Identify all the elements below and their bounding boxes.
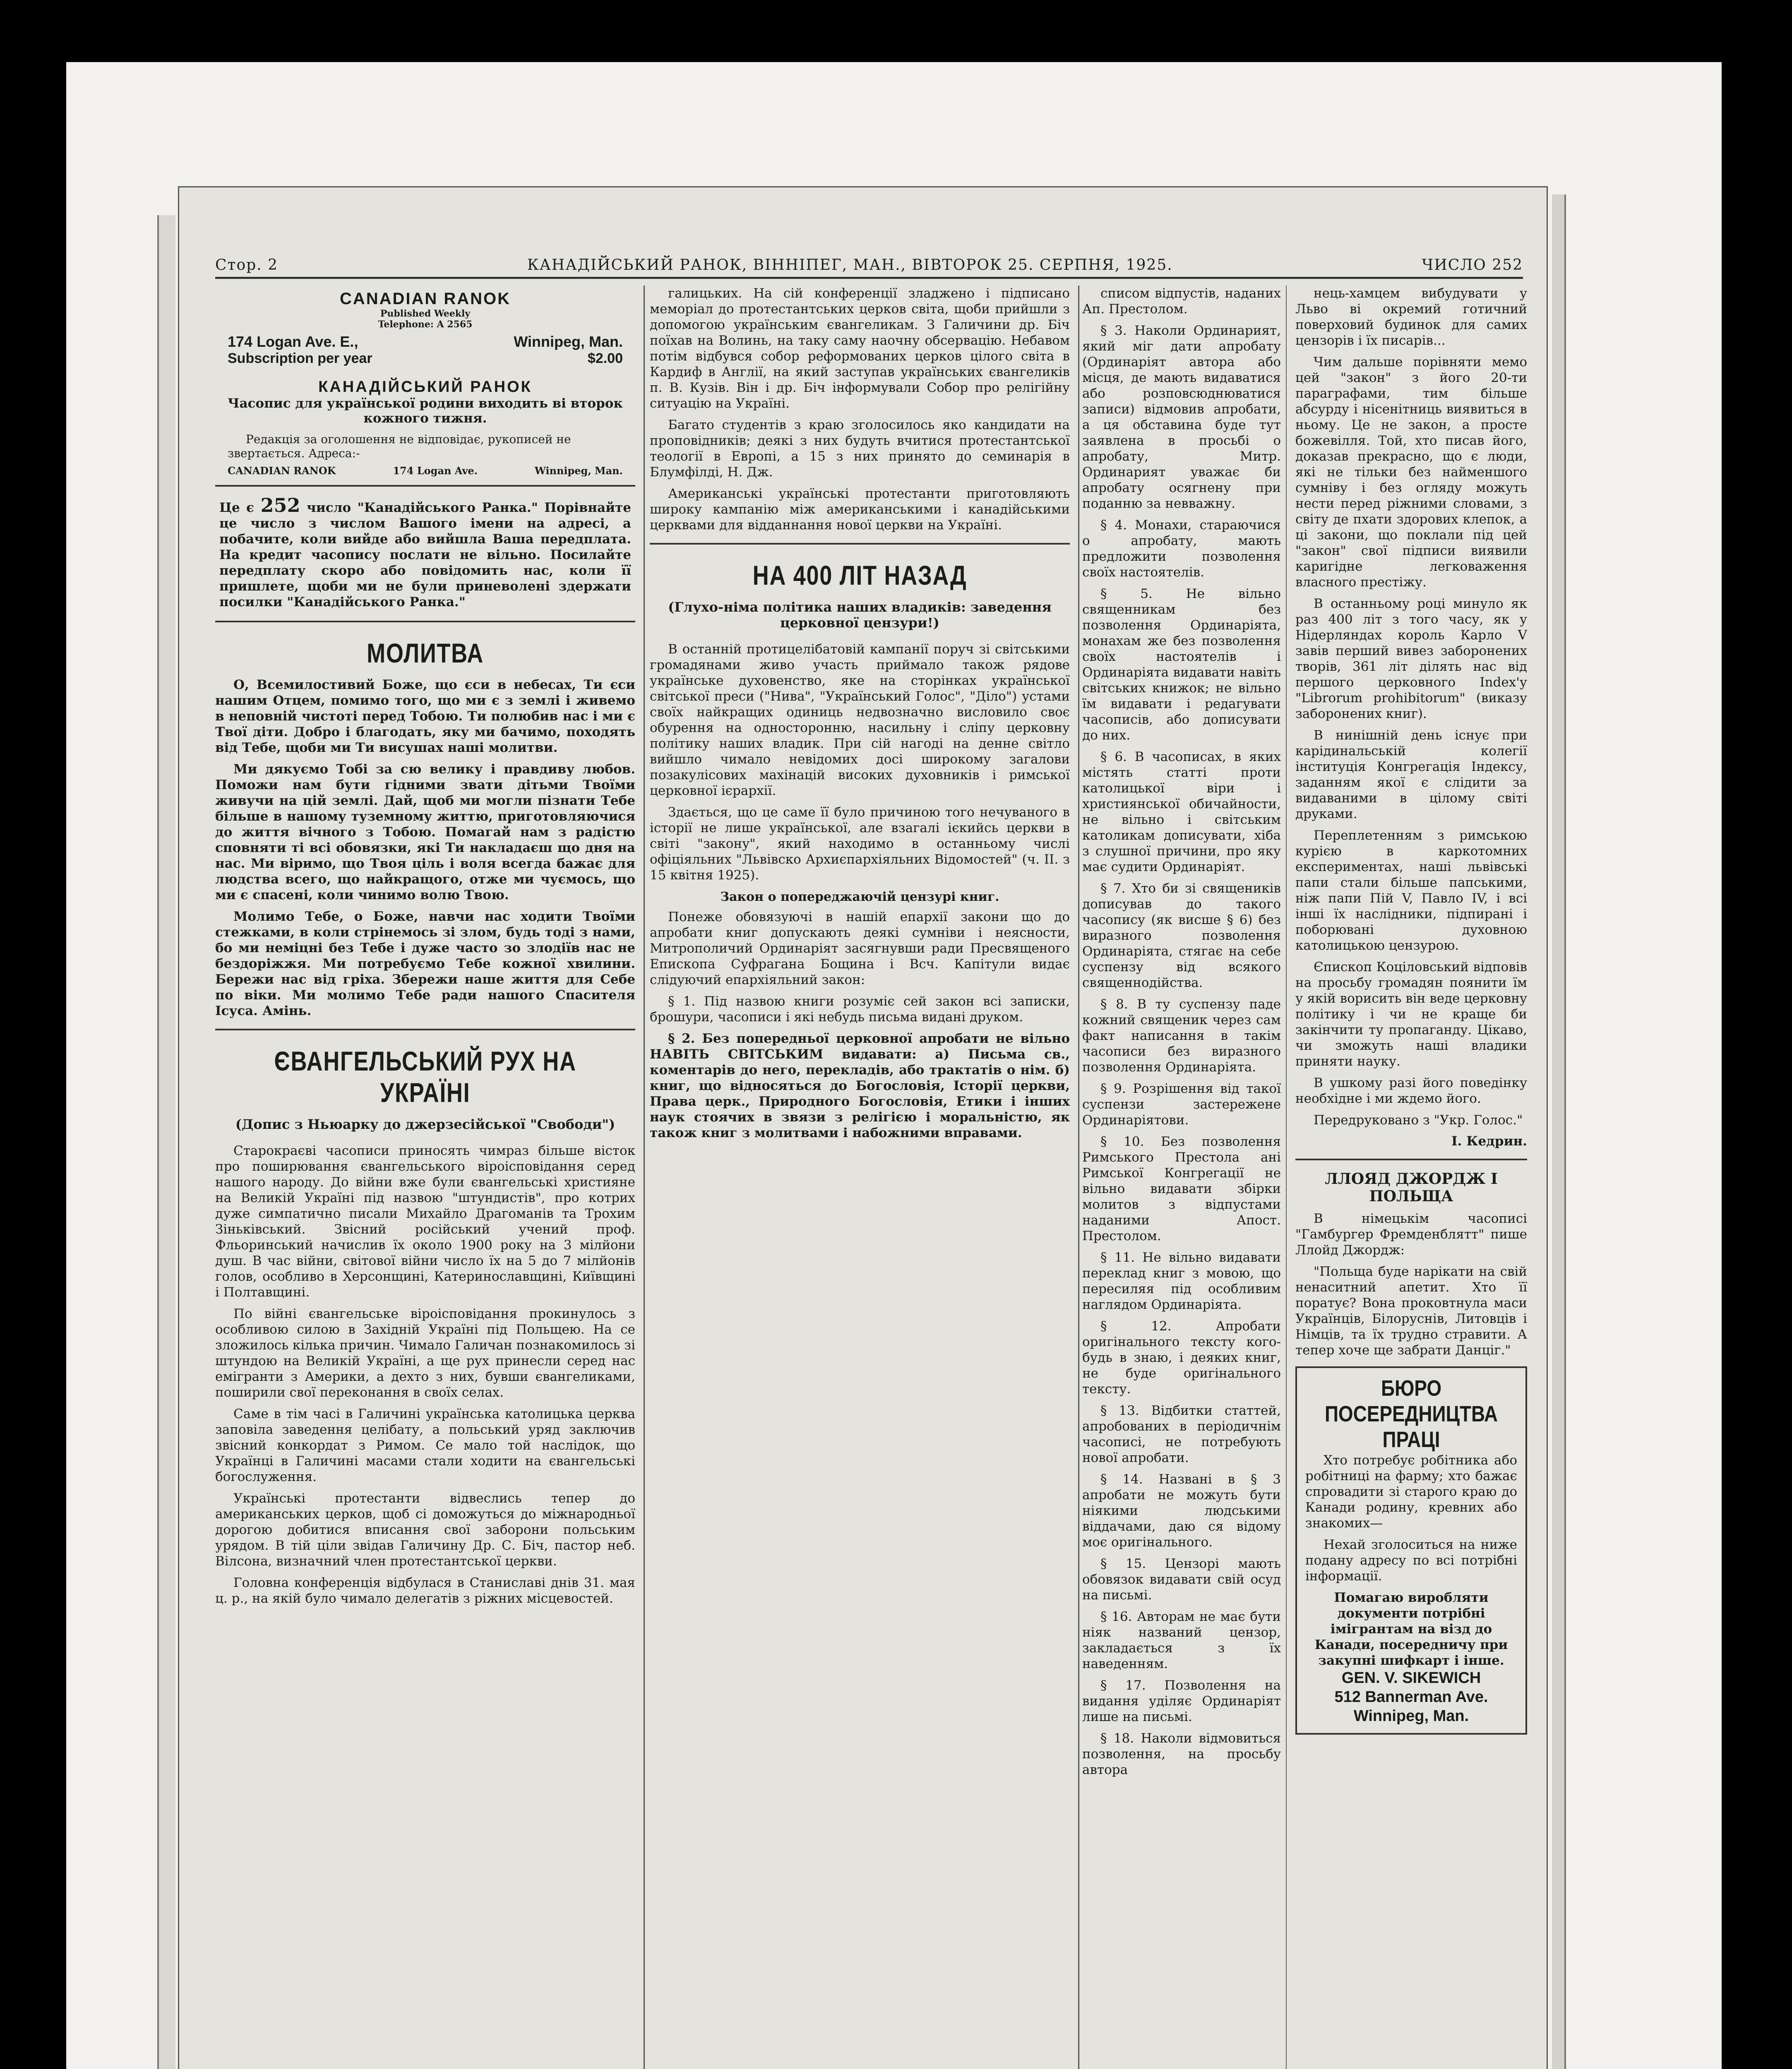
article-paragraph: В останній протицелібатовій кампанії поруч зі світськими громадянами живо участь приймало також рядове українське духовенство, яке на сторінках української світської преси ("Нива", "Український Голос", "Діло") устами своїх найкращих одиниць недвозначно висловило своє обурення на односторонню, насильну і сліпу церковну політику наших владик. При сій нагоді на денне світло вийшло чимало невідомих досі широкому загалови позакулісових махінацій високих духовників і римської церковної ієрархії. (650, 642, 1070, 798)
notice-number: 252 (260, 494, 300, 516)
subscription-row (228, 350, 623, 367)
article-paragraph: Багато студентів з краю зголосилось яко кандидати на проповідників; деякі з них будуть вчитися протестантської теології в Европі, а 15 з них принято до семинарія в Блумфілді, Н. Дж. (650, 418, 1070, 480)
lloyd-title: ЛЛОЯД ДЖОРДЖ І ПОЛЬЩА (1325, 1170, 1498, 1205)
law-paragraph: § 4. Монахи, стараючися о апробату, мають предложити позволення своїх настоятелів. (1082, 518, 1281, 580)
law-paragraph: § 9. Розрішення від такої суспензи застережене Ординаріятови. (1082, 1081, 1281, 1128)
law-paragraph: списом відпустів, наданих Ап. Престолом. (1082, 286, 1281, 317)
running-head (215, 257, 1523, 279)
column-4 (1295, 286, 1527, 2069)
divider (215, 1029, 635, 1030)
article-paragraph: Єпископ Коціловський відповів на просьбу громадян поянити їм у якій ворисить він веде церковну політику і чи не краще би закінчити ту пропаганду. Цікаво, чи зможуть наші владики приняти науку. (1295, 960, 1527, 1069)
law-paragraph: § 14. Названі в § 3 апробати не можуть бути ніякими людськими віддачами, даю ся відому моє оригінального. (1082, 1472, 1281, 1550)
publisher-address: 174 Logan Ave. E., (228, 333, 358, 350)
prayer-paragraph: Молимо Тебе, о Боже, навчи нас ходити Твоїми стежками, в коли стрінемось зі злом, будь тоді з нами, бо ми неміцні без Тебе і дуже часто зо злодіїв нас не бездоріжжя. Ми потребуємо Тебе кожної хвилини. Бережи нас від гріха. Збережи наше життя для Себе по віки. Ми молимо Тебе ради нашого Спасителя Ісуса. Амінь. (215, 909, 635, 1018)
ad-title: БЮРО ПОСЕРЕДНИЦТВА ПРАЦІ (1324, 1376, 1498, 1452)
law-paragraph: § 16. Авторам не має бути ніяк названий цензор, закладається з їх наведенням. (1082, 1609, 1281, 1671)
law-paragraph: § 17. Позволення на видання уділяє Ординаріят лише на письмі. (1082, 1678, 1281, 1724)
law-paragraph: § 18. Наколи відмовиться позволення, на просьбу автора (1082, 1731, 1281, 1777)
published-weekly: Published Weekly (380, 308, 471, 319)
evangelical-title: ЄВАНГЕЛЬСЬКИЙ РУХ НА УКРАЇНІ (274, 1046, 577, 1108)
prayer-paragraph: О, Всемилостивий Боже, що єси в небесах, Ти єси нашим Отцем, помимо того, що ми є з землі і живемо в неповній чистоті перед Тобою. Ти полюбив нас і ми є Твої діти. Добро і благодать, яку ми бачимо, походять від Тебе, щоби ми Ти висушах наші молитви. (215, 677, 635, 755)
history-subtitle: (Глухо-німа політика наших владиків: заведення церковної цензури!) (668, 599, 1052, 631)
law-paragraph: § 3. Наколи Ординарият, який міг дати апробату (Ординаріят автора або місця, де мають видаватися або розповсюднюватися записи) відмовив апробати, а ця обставина буде тут заявлена в просьбі о апробату, Митр. Ординарият уважає би апробату осягнену при поданню за невважну. (1082, 323, 1281, 511)
addr-street: 174 Logan Ave. (393, 465, 478, 477)
paper-line: КАНАДІЙСЬКИЙ РАНОК, ВІННІПЕГ, МАН., ВІВТОРОК 25. СЕРПНЯ, 1925. (527, 257, 1173, 274)
notice-lead: Це є (219, 500, 255, 515)
law-paragraph: § 15. Цензорі мають обовязок видавати свій осуд на письмі. (1082, 1556, 1281, 1603)
telephone: Telephone: A 2565 (378, 319, 473, 330)
address-row (228, 333, 623, 350)
law-paragraph: § 13. Відбитки статтей, апробованих в періодичнім часописі, не потребують нової апробати. (1082, 1403, 1281, 1465)
law-paragraph: § 5. Не вільно священникам без позволення Ординаріята, монахам же без позволення своїх настоятелів і Ординаріята видавати навіть світських книжок; не вільно їм видавати і редагувати часописів, або дописувати до них. (1082, 586, 1281, 743)
article-paragraph: Американські українські протестанти приготовляють широку кампанію між американськими і канадійськими церквами для відданнання нової церкви на Україні. (650, 486, 1070, 533)
publisher-box (215, 286, 635, 487)
ad-paragraph: Хто потребує робітника або робітниці на фарму; хто бажає спровадити зі старого краю до Канади родину, кревних або знакомих— (1305, 1453, 1517, 1531)
publisher-city: Winnipeg, Man. (514, 333, 623, 350)
ad-paragraph: Нехай зголоситься на ниже подану адресу по всі потрібні інформації. (1305, 1537, 1517, 1584)
author-signature: І. Кедрин. (1451, 1134, 1527, 1149)
article-paragraph: Понеже обовязуючі в нашій епархії закони що до апробати книг допускають деякі сумніви і неясности, Митрополичий Ординаріят засягнувши ради Пресвященого Епископа Суфрагана Бощина і Всч. Капітули видає слідуючий епархіяльний закон: (650, 910, 1070, 987)
law-paragraph: § 8. В ту суспензу паде кожний священик через сам факт написання в такім часописи без виразного позволення Ординаріята. (1082, 997, 1281, 1075)
article-paragraph: Саме в тім часі в Галичині українська католицька церква заповіла заведення целібату, а польський уряд заключив звісний конкордат з Римом. Се мало той наслідок, що Українці в Галичині масами стали ходити на євангельські богослуження. (215, 1407, 635, 1484)
reprint-note: Передруковано з "Укр. Голос." (1314, 1113, 1523, 1128)
history-title: НА 400 ЛІТ НАЗАД (752, 560, 967, 590)
subscription-notice (215, 487, 635, 622)
article-paragraph: В останньому році минуло як раз 400 літ з того часу, як у Нідерляндах король Карло V завів перший вивез заборонених творів, 361 літ ділять нас від першого церковного Index'у "Librorum prohibitorum" (виказу заборонених книг). (1295, 596, 1527, 721)
mailing-address (228, 465, 623, 477)
ad-bold-text: Помагаю виробляти документи потрібні імігрантам на візд до Канади, посередничу при закупні шифкарт і інше. (1314, 1590, 1508, 1668)
publisher-title-en: CANADIAN RANOK (339, 290, 511, 308)
column-3 (1082, 286, 1287, 2069)
editorial-note: Редакція за оголошення не відповідає, рукописей не звертається. Адреса:- (228, 432, 571, 460)
article-paragraph: Українські протестанти відвеслись тепер до американських церков, щоб сі доможуться до міжнародньої дорогою добитися вписання свої заборони польським урядом. В тій ціли звідав Галичину Др. С. Біч, пастор неб. Вілсона, визначний член протестантської церкви. (215, 1491, 635, 1569)
ad-street: 512 Bannerman Ave. (1334, 1688, 1488, 1706)
article-paragraph: галицьких. На сій конференції зладжено і підписано меморіал до протестантських церков світа, щоби прийшли з допомогою українським євангеликам. З Галичини др. Біч поїхав на Волинь, на таку саму наочну обсервацію. Небавом потім відбувся собор реформованих церков цілого світа в Кардиф в Англії, на який заступав українських євангеликів п. В. Кузів. Він і др. Біч інформували Собор про релігійну ситуацію на Україні. (650, 286, 1070, 411)
ad-name: GEN. V. SIKEWICH (1341, 1669, 1481, 1687)
page-right-edge (1552, 194, 1566, 2069)
evangelical-subtitle: (Допис з Ньюарку до джерзесійської "Свободи") (235, 1116, 615, 1132)
article-paragraph: § 1. Під назвою книги розуміє сей закон всі записки, брошури, часописи і які небудь письма видані друком. (650, 994, 1070, 1025)
article-paragraph: В нинішній день існує при карідинальській колегії інституція Конгрегація Індексу, заданням якої є слідити за видаваними в цілому світі друками. (1295, 728, 1527, 821)
subscription-price: $2.00 (587, 350, 623, 366)
article-paragraph: "Польща буде нарікати на свій ненаситний апетит. Хто її поратує? Вона проковтнула маси Українців, Білоруснів, Литовців і Німців, та їх трудно стравити. А тепер хоче ще забрати Данціг." (1295, 1264, 1527, 1358)
notice-text: число "Канадійського Ранка." Порівнайте це число з числом Вашого імени на адресі, а побачите, коли вийде або вийшла Ваша передплата. На кредит часопису послати не вільно. Посилайте передплату скоро або повідомить нас, коли її пришлете, щоби ми не були приневолені здержати посилки "Канадійського Ранка." (219, 500, 631, 610)
subscription-label: Subscription per year (228, 350, 372, 366)
addr-city: Winnipeg, Man. (534, 465, 623, 477)
ad-city: Winnipeg, Man. (1353, 1707, 1469, 1725)
divider (650, 543, 1070, 545)
law-paragraph: § 7. Хто би зі священиків дописував до такого часопису (як висше § 6) без виразного позволення Ординаріята, стягає на себе суспензу від всякого священнодійства. (1082, 881, 1281, 990)
article-paragraph: Старокраєві часописи приносять чимраз більше вісток про поширювання євангельського віроісповідання серед нашого народу. До війни вже були євангельські християне на Великій Україні під назвою "штундистів", про котрих дуже симпатично писали Михайло Драгоманів та Трохим Зіньківський. Звісний російський учений проф. Фльоринський начислив їх около 1900 року на 3 мілйони душ. В час війни, світової війни число їх на 5 до 7 мілйонів голов, особливо в Херсонщині, Катеринославщині, Київщині і Полтавщині. (215, 1143, 635, 1300)
law-paragraph: § 12. Апробати оригінального тексту кого-будь в знаю, і деяких книг, не буде оригінального тексту. (1082, 1319, 1281, 1397)
publisher-description: Часопис для української родини виходить ві второк кожного тижня. (228, 396, 623, 426)
divider (1295, 1159, 1527, 1160)
job-bureau-ad (1295, 1366, 1527, 1735)
issue-label: ЧИСЛО 252 (1422, 257, 1523, 274)
column-2 (650, 286, 1079, 2069)
article-paragraph: Головна конференція відбулася в Станиславі днів 31. мая ц. р., на якій було чимало делегатів з ріжних місцевостей. (215, 1575, 635, 1606)
publisher-title-uk: КАНАДІЙСЬКИЙ РАНОК (318, 378, 532, 396)
newspaper-page (178, 186, 1548, 2069)
article-paragraph: В ушкому разі його поведінку необхідне і ми ждемо його. (1295, 1075, 1527, 1106)
page-label: Стор. 2 (215, 257, 278, 274)
article-paragraph: § 2. Без попередньої церковної апробати не вільно НАВІТЬ СВІТСЬКИМ видавати: а) Письма св., коментарів до него, перекладів, або трактатів о нім. б) книг, що відносяться до Богословія, Історії церкви, Права церк., Природного Богословія, Етики і інших наук стоячих в звязи з релігією і моральністю, як також книг з молитвами і набожними вправами. (650, 1031, 1070, 1140)
article-paragraph: Переплетенням з римською курією в каркотомних експериментах, наші львівські папи стали більше папськими, ніж папи Пій V, Павло IV, і всі інші їх наслідники, підпирані і поборювані духовною католицькою цензурою. (1295, 828, 1527, 953)
law-heading: Закон о попереджаючій цензурі книг. (720, 890, 999, 904)
article-paragraph: По війні євангельське віроісповідання прокинулось з особливою силою в Західній Україні під Польщею. На се зложилось кілька причин. Чимало Галичан познакомилось зі штундою на Великій Україні, а ще рух принесли серед нас емігранти з Америки, а дехто з них, бувши євангеликами, поширили свої переконання в своїх селах. (215, 1306, 635, 1400)
prayer-paragraph: Ми дякуємо Тобі за сю велику і правдиву любов. Поможи нам бути гідними звати дітьми Твоїми живучи на цій землі. Дай, щоб ми могли пізнати Тебе більше в нашому туземному життю, приготовляючися до життя вічного з Тобою. Помагай нам з радістю сповняти ті всі обовязки, які Ти накладаєш що дня на нас. Ми віримо, що Твоя ціль і воля всегда бажає для людства всего, що найкращого, отже ми чуємось, що ми є спасені, коли чинимо волю Твою. (215, 762, 635, 902)
law-paragraph: § 6. В часописах, в яких містять статті проти католицької віри і християнської обичайности, не вільно і світським католикам дописувати, хіба з слушної причини, про яку має судити Ординаріят. (1082, 749, 1281, 874)
column-1 (215, 286, 645, 2069)
article-paragraph: нець-хамцем вибудувати у Льво ві окремий готичний поверховий будинок для самих цензорів і їх писарів... (1295, 286, 1527, 348)
page-left-edge (157, 215, 175, 2069)
law-paragraph: § 10. Без позволення Римського Престола ані Римської Конгрегації не вільно видавати збірки молитов з відпустами наданими Апост. Престолом. (1082, 1134, 1281, 1243)
article-paragraph: В німецькім часописі "Гамбургер Фремденблятт" пише Ллойд Джордж: (1295, 1211, 1527, 1258)
article-paragraph: Здається, що це саме її було причиною того нечуваного в історії не лише української, але взагалі ієкийсь церкви в світі "закону", який находимо в останньому числі офіціяльних "Львівско Архиєпархіяльних Відомостей" (ч. ІІ. з 15 квітня 1925). (650, 805, 1070, 883)
law-paragraph: § 11. Не вільно видавати переклад книг з мовою, що пересиляя під особливим наглядом Ординаріята. (1082, 1250, 1281, 1312)
article-paragraph: Чим дальше порівняти мемо цей "закон" з його 20-ти параграфами, тим більше абсурду і нісенітниць виявиться в ньому. Це не закон, а просте божевілля. Той, хто писав його, доказав прекрасно, що є люди, які не тільки без найменшого сумніву і без огляду можуть нести перед ріжними словами, з світу де пхати здорових клепок, а ці закони, що поклали під цей "закон" свої підписи виявили каригідне легковаження власного престіжу. (1295, 355, 1527, 590)
prayer-title: МОЛИТВА (367, 638, 484, 668)
addr-name: CANADIAN RANOK (228, 465, 336, 477)
